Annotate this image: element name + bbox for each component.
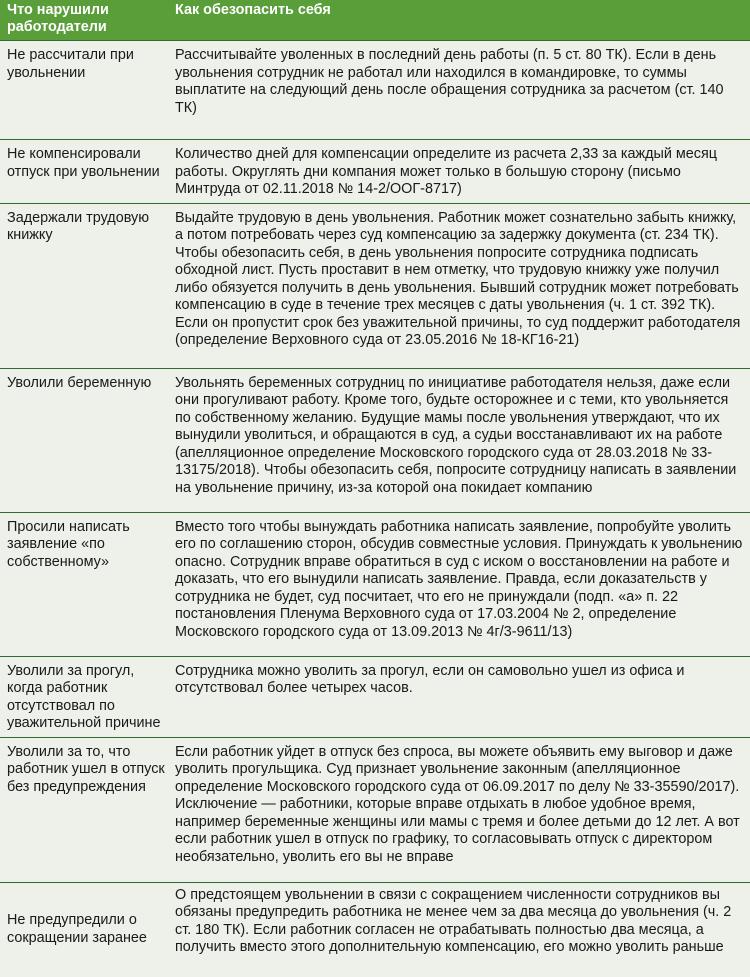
violation-cell: Просили написать заявление «по собственному» — [0, 512, 171, 656]
violation-cell: Уволили беременную — [0, 368, 171, 512]
header-advice: Как обезопасить себя — [171, 0, 750, 41]
violation-cell: Не предупредили о сокращении заранее — [0, 882, 171, 977]
table-row — [0, 882, 750, 977]
violation-cell: Уволили за прогул, когда работник отсутствовал по уважительной причине — [0, 656, 171, 737]
violation-cell: Не рассчитали при увольнении — [0, 41, 171, 140]
advice-cell: Рассчитывайте уволенных в последний день работы (п. 5 ст. 80 ТК). Если в день увольнения сотрудник не работал или находился в командировке, то суммы выплатите на следующий день после обращения сотрудника за расчетом (ст. 140 ТК) — [171, 41, 750, 140]
table-row — [0, 512, 750, 656]
table-row — [0, 368, 750, 512]
table-row — [0, 140, 750, 204]
advice-cell: Увольнять беременных сотрудниц по инициативе работодателя нельзя, даже если они прогуливают работу. Кроме того, будьте осторожнее и с теми, кто увольняется по собственному желанию. Будущие мамы после увольнения утверждают, что их вынудили уволиться, и обращаются в суд, а судьи восстанавливают их на работе (апелляционное определение Московского городского суда от 28.03.2018 № 33-13175/2018). Чтобы обезопасить себя, попросите сотрудницу написать в заявлении на увольнение причину, из-за которой она покидает компанию — [171, 368, 750, 512]
header-violation: Что нарушили работодатели — [0, 0, 171, 41]
violation-cell: Уволили за то, что работник ушел в отпуск без предупреждения — [0, 737, 171, 882]
violation-cell: Задержали трудовую книжку — [0, 203, 171, 368]
table-row — [0, 203, 750, 368]
advice-cell: О предстоящем увольнении в связи с сокращением численности сотрудников вы обязаны предупредить работника не менее чем за два месяца до увольнения (ч. 2 ст. 180 ТК). Если работник согласен не отрабатывать полностью два месяца, а получить вместо этого дополнительную компенсацию, его можно уволить раньше — [171, 882, 750, 977]
advice-cell: Если работник уйдет в отпуск без спроса, вы можете объявить ему выговор и даже уволить прогульщика. Суд признает увольнение законным (апелляционное определение Московского городского суда от 06.09.2017 по делу № 33-35590/2017). Исключение — работники, которые вправе отдыхать в любое удобное время, например беременные женщины или мамы с тремя и более детьми до 12 лет. А вот если работник ушел в отпуск по графику, то согласовывать отпуск с директором необязательно, уволить его вы не вправе — [171, 737, 750, 882]
table-header-row — [0, 0, 750, 41]
table-row — [0, 41, 750, 140]
table-row — [0, 737, 750, 882]
table-row — [0, 656, 750, 737]
advice-cell: Сотрудника можно уволить за прогул, если он самовольно ушел из офиса и отсутствовал более четырех часов. — [171, 656, 750, 737]
advice-cell: Выдайте трудовую в день увольнения. Работник может сознательно забыть книжку, а потом потребовать через суд компенсацию за задержку документа (ст. 234 ТК). Чтобы обезопасить себя, в день увольнения попросите сотрудника подписать обходной лист. Пусть проставит в нем отметку, что трудовую книжку уже получил либо обязуется получить в день увольнения. Бывший сотрудник может потребовать компенсацию в суде в течение трех месяцев с даты увольнения (ч. 1 ст. 392 ТК). Если он пропустит срок без уважительной причины, то суд поддержит работодателя (определение Верховного суда от 23.05.2016 № 18-КГ16-21) — [171, 203, 750, 368]
advice-cell: Вместо того чтобы вынуждать работника написать заявление, попробуйте уволить его по соглашению сторон, обсудив совместные условия. Принуждать к увольнению опасно. Сотрудник вправе обратиться в суд с иском о восстановлении на работе и доказать, что его вынудили написать заявление. Правда, если доказательств у сотрудника не будет, суд посчитает, что его не принуждали (подп. «а» п. 22 постановления Пленума Верховного суда от 17.03.2004 № 2, определение Московского городского суда от 13.09.2013 № 4г/3-9611/13) — [171, 512, 750, 656]
advice-cell: Количество дней для компенсации определите из расчета 2,33 за каждый месяц работы. Округлять дни компания может только в большую сторону (письмо Минтруда от 02.11.2018 № 14-2/ООГ-8717) — [171, 140, 750, 204]
violation-cell: Не компенсировали отпуск при увольнении — [0, 140, 171, 204]
